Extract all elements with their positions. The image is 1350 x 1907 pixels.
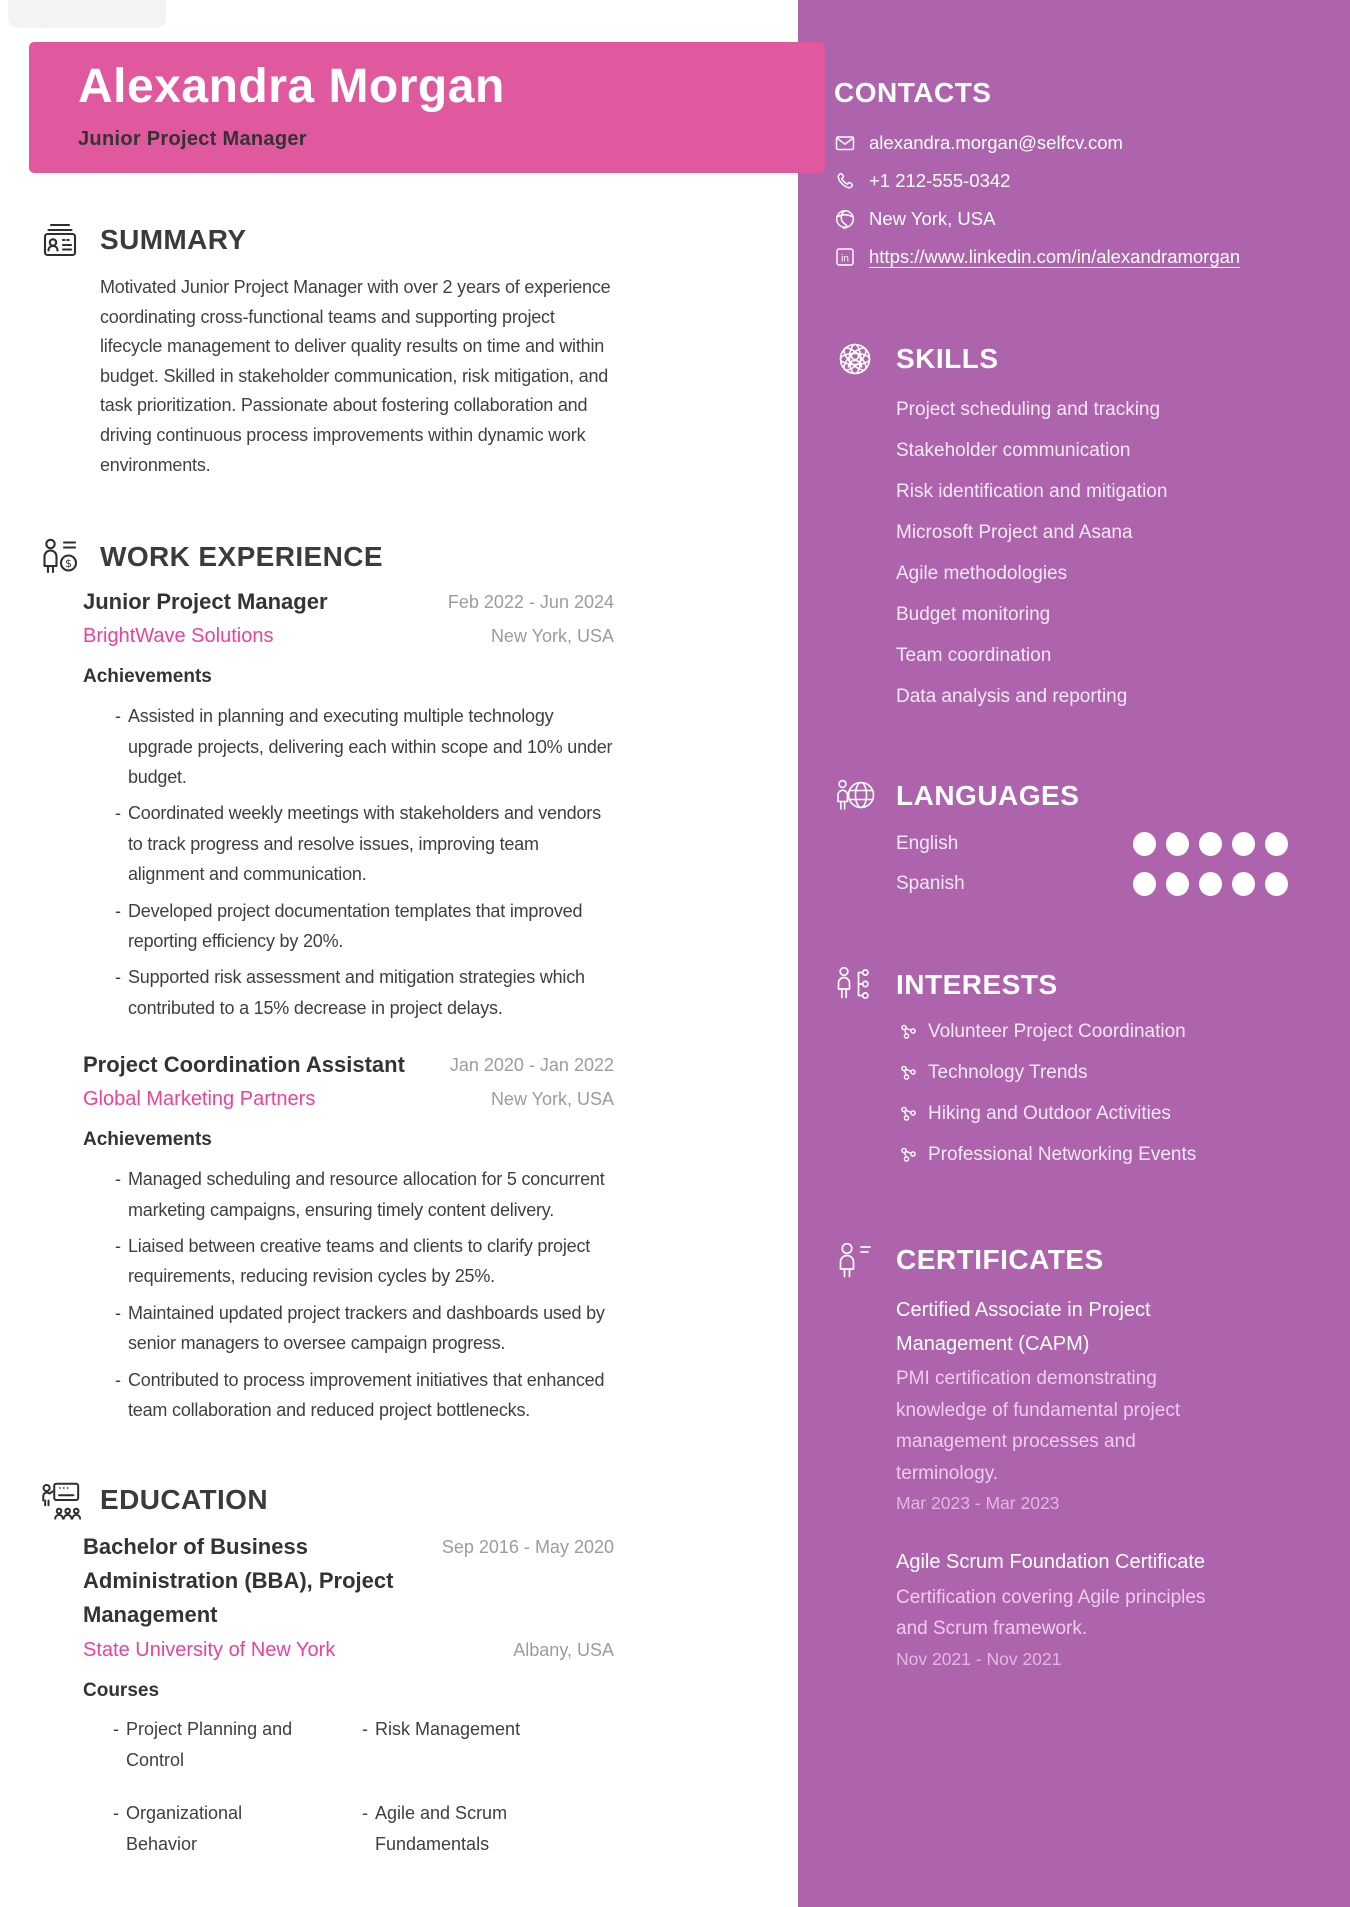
skill-item: Project scheduling and tracking <box>896 399 1161 420</box>
language-level-dots <box>1133 872 1288 896</box>
contact-linkedin-link[interactable]: https://www.linkedin.com/in/alexandramorgan <box>869 246 1241 267</box>
level-dot <box>1166 872 1189 896</box>
job-company: BrightWave Solutions <box>83 625 274 648</box>
name-banner <box>29 42 825 173</box>
job-dates: Feb 2022 - Jun 2024 <box>447 592 614 613</box>
achievement-item: - Coordinated weekly meetings with stakeholders and vendors to track progress and resolve issues, improving team alignment and communication. <box>115 798 614 889</box>
skill-item: Budget monitoring <box>896 604 1051 625</box>
skills-heading: SKILLS <box>896 343 999 374</box>
achievements-label: Achievements <box>83 1129 212 1151</box>
course-item: - Organizational Behavior <box>113 1798 316 1859</box>
contact-email <box>834 130 1288 156</box>
level-dot <box>1199 832 1222 856</box>
language-list <box>896 824 1288 904</box>
interest-item <box>900 1134 1288 1175</box>
achievement-list <box>38 1164 614 1425</box>
level-dot <box>1232 872 1255 896</box>
contact-linkedin <box>834 244 1288 270</box>
teacher-board-icon <box>38 1478 82 1522</box>
level-dot <box>1133 832 1156 856</box>
certificate-title: Agile Scrum Foundation Certificate <box>896 1551 1206 1573</box>
person-name: Alexandra Morgan <box>78 60 505 113</box>
languages-icon <box>834 775 876 817</box>
school-name: State University of New York <box>83 1639 336 1662</box>
level-dot <box>1232 832 1255 856</box>
summary-section <box>38 217 614 480</box>
work-experience-heading: WORK EXPERIENCE <box>100 541 383 573</box>
achievement-list <box>38 701 614 1023</box>
job-entry-2 <box>38 1051 614 1425</box>
molecule-icon <box>900 1146 917 1163</box>
degree-title: Bachelor of Business Administration (BBA), Project Management <box>83 1534 394 1628</box>
skill-item: Microsoft Project and Asana <box>896 522 1133 543</box>
languages-heading: LANGUAGES <box>896 780 1080 811</box>
certificate-description: PMI certification demonstrating knowledge of fundamental project management processes and terminology. <box>896 1368 1181 1484</box>
svg-text:in: in <box>841 253 849 265</box>
languages-section <box>834 775 1288 904</box>
level-dot <box>1166 832 1189 856</box>
molecule-icon <box>900 1064 917 1081</box>
course-item: - Project Planning and Control <box>113 1714 316 1775</box>
achievement-item: - Liaised between creative teams and clients to clarify project requirements, reducing revision cycles by 25%. <box>115 1231 614 1292</box>
job-entry-1 <box>38 588 614 1023</box>
job-location: New York, USA <box>490 626 614 647</box>
course-item: - Agile and Scrum Fundamentals <box>362 1798 600 1859</box>
certificate-item <box>896 1294 1208 1516</box>
linkedin-icon <box>834 246 856 268</box>
phone-icon <box>834 170 856 192</box>
job-title: Junior Project Manager <box>83 589 328 615</box>
certificates-icon <box>834 1239 876 1281</box>
achievement-item: - Supported risk assessment and mitigation strategies which contributed to a 15% decrease in project delays. <box>115 962 614 1023</box>
skill-item: Risk identification and mitigation <box>896 481 1168 502</box>
interests-heading: INTERESTS <box>896 969 1058 1000</box>
contact-phone-text: +1 212-555-0342 <box>869 170 1011 191</box>
achievement-item: - Contributed to process improvement initiatives that enhanced team collaboration and reduced project bottlenecks. <box>115 1365 614 1426</box>
certificates-heading: CERTIFICATES <box>896 1244 1104 1275</box>
job-location: New York, USA <box>490 1089 614 1110</box>
level-dot <box>1199 872 1222 896</box>
interest-item <box>900 1052 1288 1093</box>
education-dates: Sep 2016 - May 2020 <box>441 1537 614 1558</box>
job-dates: Jan 2020 - Jan 2022 <box>449 1055 614 1076</box>
achievement-item: - Assisted in planning and executing multiple technology upgrade projects, delivering each within scope and 10% under budget. <box>115 701 614 792</box>
education-heading: EDUCATION <box>100 1484 268 1516</box>
person-job-title: Junior Project Manager <box>78 128 307 150</box>
achievements-label: Achievements <box>83 666 212 688</box>
skill-item: Team coordination <box>896 645 1052 666</box>
globe-icon <box>834 208 856 230</box>
education-section <box>38 1477 614 1859</box>
level-dot <box>1133 872 1156 896</box>
certificate-description: Certification covering Agile principles and Scrum framework. <box>896 1586 1206 1639</box>
interest-label: Professional Networking Events <box>928 1143 1197 1165</box>
molecule-icon <box>900 1023 917 1040</box>
summary-heading: SUMMARY <box>100 224 247 255</box>
contact-email-text: alexandra.morgan@selfcv.com <box>869 132 1123 153</box>
certificate-item <box>896 1546 1208 1672</box>
sidebar <box>798 0 1350 1907</box>
interest-label: Hiking and Outdoor Activities <box>928 1102 1171 1124</box>
level-dot <box>1265 832 1288 856</box>
skills-list <box>834 389 1288 717</box>
summary-text: Motivated Junior Project Manager with over 2 years of experience coordinating cross-functional teams and supporting project lifecycle management to deliver quality results on time and within budget. Skilled in stakeholder communication, risk mitigation, and task prioritization. Passionate about fostering collaboration and driving continuous process improvements within dynamic work environments. <box>100 277 611 475</box>
id-card-icon <box>38 218 82 262</box>
skill-item: Stakeholder communication <box>896 440 1131 461</box>
courses-label: Courses <box>83 1680 160 1702</box>
certificate-dates: Nov 2021 - Nov 2021 <box>896 1648 1062 1669</box>
job-title: Project Coordination Assistant <box>83 1052 405 1078</box>
contact-list <box>834 130 1288 270</box>
molecule-icon <box>900 1105 917 1122</box>
course-list <box>113 1714 614 1859</box>
work-experience-section <box>38 534 614 1425</box>
achievement-item: - Maintained updated project trackers and dashboards used by senior managers to oversee campaign progress. <box>115 1298 614 1359</box>
certificates-section <box>834 1239 1288 1672</box>
interest-item <box>900 1093 1288 1134</box>
certificate-dates: Mar 2023 - Mar 2023 <box>896 1493 1060 1513</box>
skills-icon <box>834 338 876 380</box>
certificate-list <box>834 1294 1288 1672</box>
language-row <box>896 824 1288 864</box>
interests-section <box>834 964 1288 1175</box>
skills-section <box>834 338 1288 717</box>
skill-item: Agile methodologies <box>896 563 1068 584</box>
interest-label: Technology Trends <box>928 1061 1088 1083</box>
contact-location-text: New York, USA <box>869 208 996 229</box>
interests-icon <box>834 964 876 1006</box>
education-location: Albany, USA <box>513 1640 614 1661</box>
language-level-dots <box>1133 832 1288 856</box>
course-item: - Risk Management <box>362 1714 600 1775</box>
level-dot <box>1265 872 1288 896</box>
language-row <box>896 864 1288 904</box>
person-dollar-icon <box>38 535 82 579</box>
page-corner-artifact <box>8 0 166 28</box>
achievement-item: - Developed project documentation templates that improved reporting efficiency by 20%. <box>115 896 614 957</box>
email-icon <box>834 132 856 154</box>
contact-phone <box>834 168 1288 194</box>
skill-item: Data analysis and reporting <box>896 686 1128 707</box>
svg-text:$: $ <box>65 557 72 571</box>
language-name: Spanish <box>896 873 965 894</box>
language-name: English <box>896 833 959 854</box>
contacts-heading: CONTACTS <box>834 77 992 108</box>
achievement-item: - Managed scheduling and resource allocation for 5 concurrent marketing campaigns, ensuring timely content delivery. <box>115 1164 614 1225</box>
job-company: Global Marketing Partners <box>83 1088 316 1111</box>
interest-list <box>834 1011 1288 1175</box>
certificate-title: Certified Associate in Project Management (CAPM) <box>896 1299 1151 1355</box>
interest-item <box>900 1011 1288 1052</box>
contact-location <box>834 206 1288 232</box>
interest-label: Volunteer Project Coordination <box>928 1020 1186 1042</box>
